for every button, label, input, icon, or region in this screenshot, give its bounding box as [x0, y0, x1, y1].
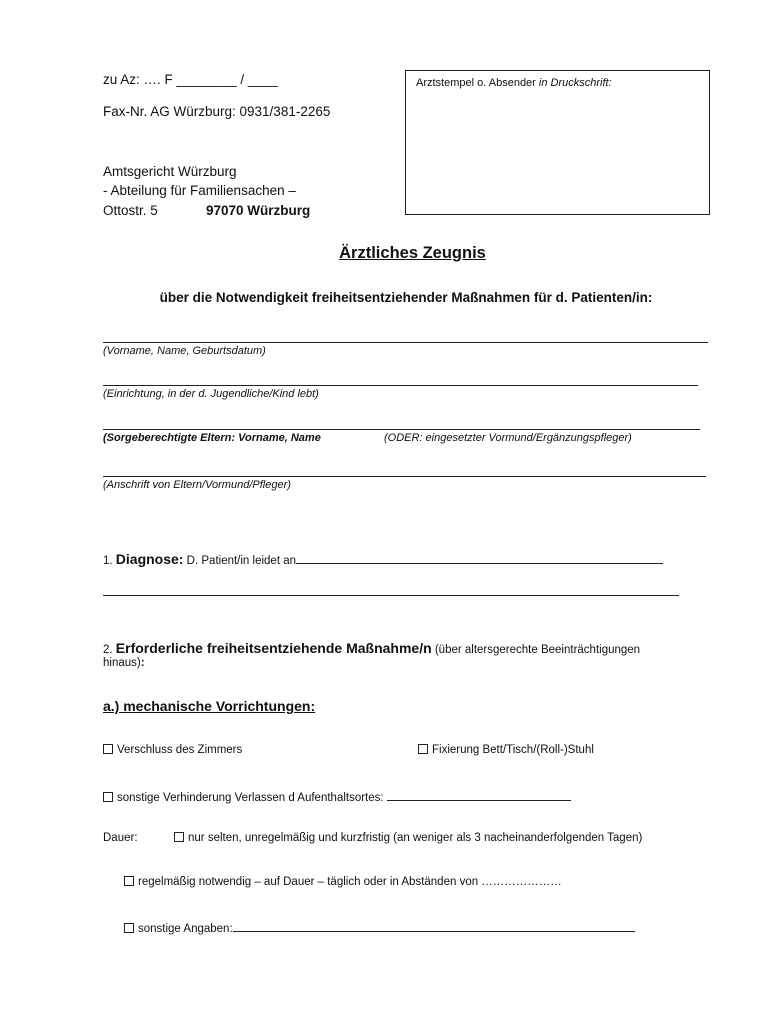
address-field-label: (Anschrift von Eltern/Vormund/Pfleger) [103, 479, 291, 491]
other-prevention-input-line[interactable] [387, 789, 571, 801]
other-info-input-line[interactable] [233, 920, 635, 932]
mechanical-devices-heading: a.) mechanische Vorrichtungen: [103, 698, 316, 714]
guardians-field-label: (Sorgeberechtigte Eltern: Vorname, Name [103, 432, 321, 444]
checkbox-rarely[interactable] [174, 832, 184, 842]
fax-line: Fax-Nr. AG Würzburg: 0931/381-2265 [103, 104, 331, 119]
stamp-label: Arztstempel o. Absender in Druckschrift: [416, 77, 612, 89]
checkbox-lock-room[interactable] [103, 744, 113, 754]
checkbox-regularly[interactable] [124, 876, 134, 886]
address-input-line[interactable] [103, 476, 706, 477]
option-rarely[interactable]: nur selten, unregelmäßig und kurzfristig (an weniger als 3 nacheinanderfolgenden Tagen) [174, 832, 642, 844]
court-city: 97070 Würzburg [206, 203, 311, 218]
diagnosis-input-line[interactable] [296, 552, 663, 564]
az-line: zu Az: …. F ________ / ____ [103, 72, 278, 87]
document-subtitle: über die Notwendigkeit freiheitsentziehender Maßnahmen für d. Patienten/in: [159, 290, 653, 305]
patient-field-label: (Vorname, Name, Geburtsdatum) [103, 345, 266, 357]
patient-input-line[interactable] [103, 342, 708, 343]
facility-field-label: (Einrichtung, in der d. Jugendliche/Kind lebt) [103, 388, 319, 400]
doctor-stamp-box[interactable] [405, 70, 710, 215]
document-title: Ärztliches Zeugnis [339, 244, 486, 262]
option-lock-room[interactable]: Verschluss des Zimmers [103, 744, 242, 756]
guardians-alt-label: (ODER: eingesetzter Vormund/Ergänzungspfleger) [384, 432, 632, 444]
measures-heading-cont: hinaus): [103, 657, 145, 669]
checkbox-fixation[interactable] [418, 744, 428, 754]
duration-label: Dauer: [103, 832, 138, 844]
checkbox-other-prevention[interactable] [103, 792, 113, 802]
diagnosis-input-line-2[interactable] [103, 595, 679, 596]
option-other-prevention[interactable]: sonstige Verhinderung Verlassen d Aufenthaltsortes: [103, 789, 571, 804]
option-fixation[interactable]: Fixierung Bett/Tisch/(Roll-)Stuhl [418, 744, 594, 756]
option-other-info[interactable]: sonstige Angaben: [124, 920, 635, 935]
guardians-input-line[interactable] [103, 429, 700, 430]
facility-input-line[interactable] [103, 385, 698, 386]
court-street: Ottostr. 5 [103, 203, 158, 218]
checkbox-other-info[interactable] [124, 923, 134, 933]
diagnosis-heading: 1. Diagnose: D. Patient/in leidet an [103, 551, 663, 569]
court-name: Amtsgericht Würzburg [103, 164, 237, 179]
option-regularly[interactable]: regelmäßig notwendig – auf Dauer – täglich oder in Abständen von ………………… [124, 876, 562, 888]
measures-heading: 2. Erforderliche freiheitsentziehende Maßnahme/n (über altersgerechte Beeinträchtigungen [103, 640, 641, 656]
court-department: - Abteilung für Familiensachen – [103, 183, 296, 198]
